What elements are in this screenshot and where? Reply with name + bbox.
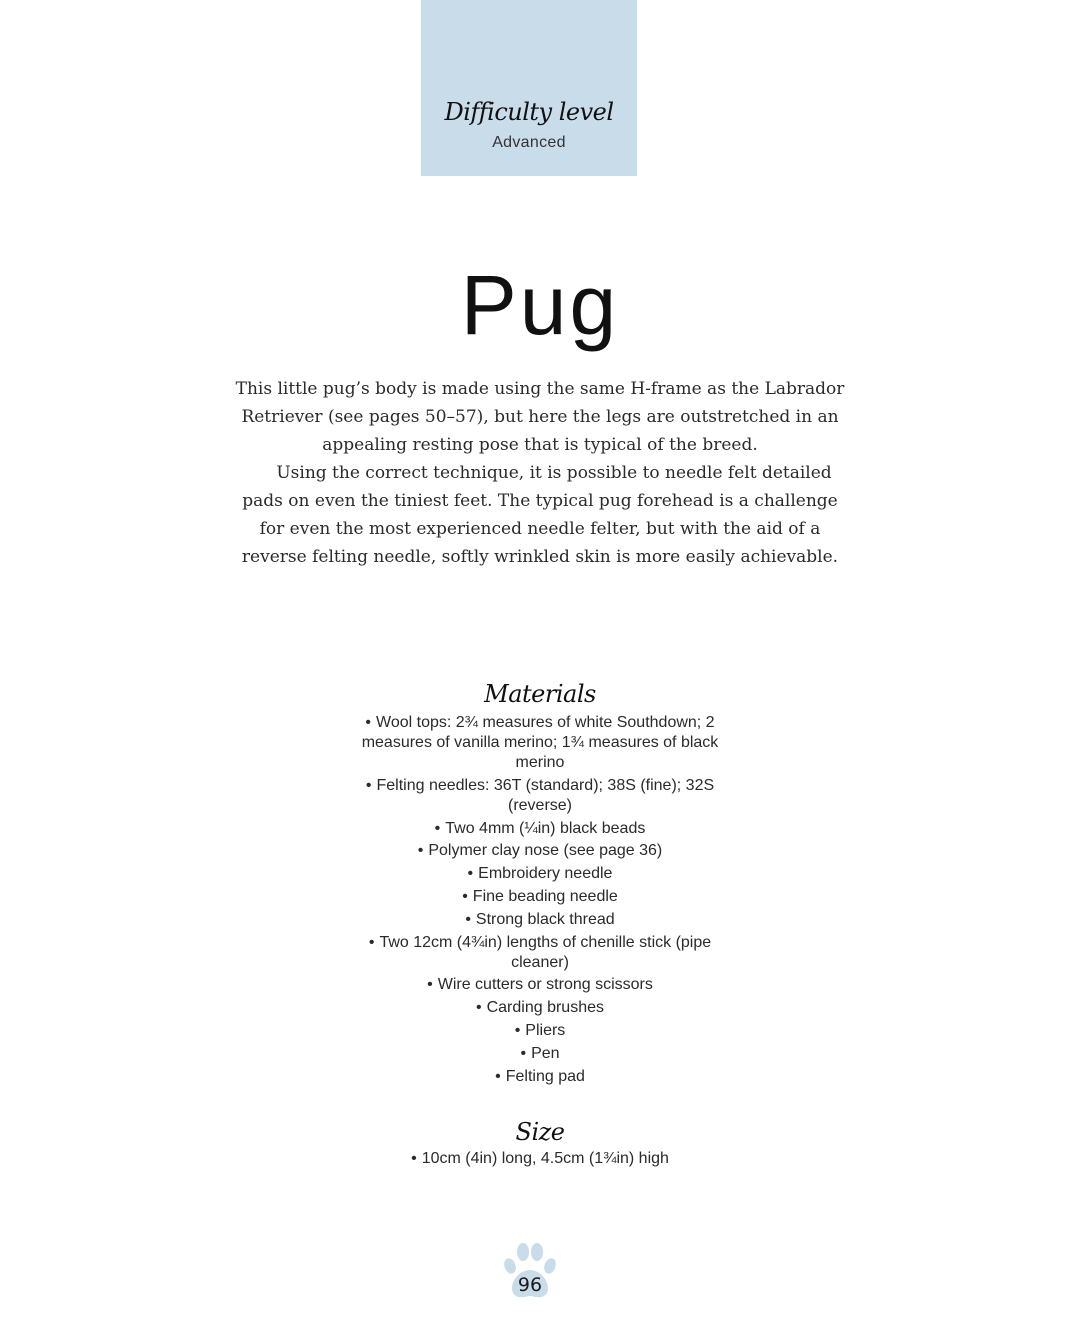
materials-item [340, 1021, 740, 1041]
difficulty-heading: Difficulty level [444, 98, 614, 126]
size-item-text: 10cm (4in) long, 4.5cm (1¾in) high [421, 1150, 669, 1167]
bullet: • [434, 819, 441, 837]
materials-item [340, 975, 740, 995]
materials-item-text: Strong black thread [475, 910, 615, 928]
bullet: • [465, 910, 471, 928]
materials-item [340, 998, 740, 1018]
paw-toe [517, 1243, 529, 1261]
materials-item [340, 819, 740, 839]
size-heading: Size [515, 1118, 565, 1146]
bullet: • [467, 865, 474, 883]
page-title: Pug [460, 258, 620, 352]
materials-heading: Materials [484, 680, 596, 708]
bullet: • [417, 842, 424, 860]
materials-item-text: Two 12cm (4¾in) lengths of chenille stick (pipe cleaner) [379, 933, 712, 971]
intro-paragraph: This little pug’s body is made using the same H-frame as the Labrador Retriever (see pages 50–57), but here the legs are outstretched in an appealing resting pose that is typical of the breed. [235, 379, 845, 455]
materials-item [340, 776, 740, 816]
size-list [340, 1149, 740, 1169]
materials-item-text: Pliers [525, 1021, 566, 1039]
materials-list [340, 713, 740, 1089]
materials-item [340, 1067, 740, 1087]
bullet: • [368, 933, 375, 951]
bullet: • [520, 1044, 527, 1062]
size-item [340, 1149, 740, 1169]
materials-item [340, 713, 740, 773]
bullet: • [411, 1150, 417, 1167]
bullet: • [365, 776, 372, 794]
materials-item [340, 841, 740, 861]
materials-item [340, 1044, 740, 1064]
materials-item-text: Wool tops: 2¾ measures of white Southdown; 2 measures of vanilla merino; 1¾ measures of black merino [361, 714, 719, 771]
materials-item [340, 887, 740, 907]
difficulty-value: Advanced [492, 134, 566, 151]
bullet: • [365, 714, 372, 731]
materials-item-text: Polymer clay nose (see page 36) [428, 842, 663, 860]
materials-item [340, 910, 740, 930]
bullet: • [495, 1067, 501, 1085]
materials-item-text: Embroidery needle [478, 865, 613, 883]
materials-item [340, 933, 740, 973]
difficulty-box [421, 0, 637, 176]
page-number: 96 [517, 1274, 543, 1296]
intro-paragraph: Using the correct technique, it is possible to needle felt detailed pads on even the tiniest feet. The typical pug forehead is a challenge for even the most experienced needle felter, but with the aid of a reverse felting needle, softly wrinkled skin is more easily achievable. [241, 463, 839, 567]
paw-toe [531, 1243, 543, 1261]
materials-item-text: Carding brushes [486, 999, 604, 1017]
materials-item-text: Fine beading needle [472, 887, 618, 905]
materials-item-text: Felting needles: 36T (standard); 38S (fine); 32S (reverse) [376, 776, 715, 814]
paw-toe [502, 1257, 518, 1276]
materials-item [340, 864, 740, 884]
materials-item-text: Two 4mm (¼in) black beads [445, 819, 646, 837]
bullet: • [427, 976, 433, 994]
intro-text [230, 375, 850, 571]
materials-item-text: Pen [531, 1044, 560, 1062]
materials-item-text: Wire cutters or strong scissors [437, 976, 653, 994]
paw-toe [542, 1257, 558, 1276]
bullet: • [475, 999, 482, 1017]
bullet: • [514, 1021, 521, 1039]
bullet: • [462, 887, 468, 905]
materials-item-text: Felting pad [505, 1067, 585, 1085]
